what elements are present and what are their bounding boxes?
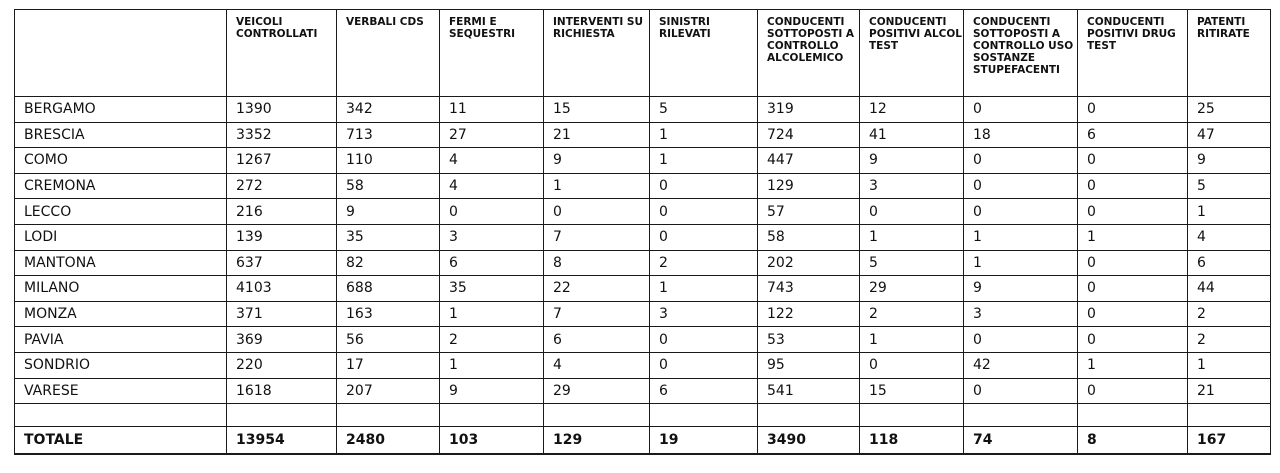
cell-province: MANTONA <box>15 250 227 276</box>
cell-verbali-cds: 110 <box>337 148 440 174</box>
cell-sinistri-rilevati: 1 <box>650 276 758 302</box>
table-row <box>15 327 1271 353</box>
cell-controllo-stupefacenti: 42 <box>964 352 1078 378</box>
cell-positivi-alcol: 41 <box>860 122 964 148</box>
cell-controllo-alcolemico: 202 <box>758 250 860 276</box>
cell-verbali-cds: 58 <box>337 173 440 199</box>
cell-verbali-cds: 207 <box>337 378 440 404</box>
cell-fermi-sequestri: 35 <box>440 276 544 302</box>
cell-verbali-cds: 82 <box>337 250 440 276</box>
blank-cell <box>544 404 650 427</box>
cell-fermi-sequestri: 11 <box>440 97 544 123</box>
blank-cell <box>650 404 758 427</box>
total-row <box>15 427 1271 455</box>
header-interventi-richiesta: INTERVENTI SU RICHIESTA <box>544 10 650 97</box>
cell-controllo-stupefacenti: 3 <box>964 301 1078 327</box>
cell-verbali-cds: 9 <box>337 199 440 225</box>
header-row <box>15 10 1271 97</box>
cell-controllo-alcolemico: 541 <box>758 378 860 404</box>
cell-sinistri-rilevati: 0 <box>650 327 758 353</box>
cell-positivi-alcol: 9 <box>860 148 964 174</box>
table-row <box>15 276 1271 302</box>
cell-patenti-ritirate: 2 <box>1188 301 1271 327</box>
cell-interventi-richiesta: 4 <box>544 352 650 378</box>
cell-veicoli-controllati: 371 <box>227 301 337 327</box>
cell-controllo-stupefacenti: 0 <box>964 327 1078 353</box>
cell-sinistri-rilevati: 1 <box>650 122 758 148</box>
cell-positivi-alcol: 0 <box>860 352 964 378</box>
cell-positivi-alcol: 1 <box>860 327 964 353</box>
total-fermi-sequestri: 103 <box>440 427 544 455</box>
blank-cell <box>227 404 337 427</box>
blank-cell <box>337 404 440 427</box>
cell-fermi-sequestri: 3 <box>440 224 544 250</box>
cell-veicoli-controllati: 1390 <box>227 97 337 123</box>
cell-patenti-ritirate: 1 <box>1188 199 1271 225</box>
cell-province: CREMONA <box>15 173 227 199</box>
total-sinistri-rilevati: 19 <box>650 427 758 455</box>
blank-cell <box>440 404 544 427</box>
cell-patenti-ritirate: 6 <box>1188 250 1271 276</box>
cell-fermi-sequestri: 0 <box>440 199 544 225</box>
header-controllo-alcolemico: CONDUCENTI SOTTOPOSTI A CONTROLLO ALCOLEMICO <box>758 10 860 97</box>
cell-interventi-richiesta: 22 <box>544 276 650 302</box>
blank-cell <box>15 404 227 427</box>
cell-positivi-drug: 0 <box>1078 173 1188 199</box>
cell-fermi-sequestri: 6 <box>440 250 544 276</box>
cell-sinistri-rilevati: 6 <box>650 378 758 404</box>
total-positivi-drug: 8 <box>1078 427 1188 455</box>
cell-controllo-alcolemico: 447 <box>758 148 860 174</box>
cell-controllo-alcolemico: 95 <box>758 352 860 378</box>
cell-positivi-drug: 1 <box>1078 224 1188 250</box>
cell-controllo-stupefacenti: 0 <box>964 148 1078 174</box>
cell-interventi-richiesta: 0 <box>544 199 650 225</box>
header-patenti-ritirate: PATENTI RITIRATE <box>1188 10 1271 97</box>
cell-sinistri-rilevati: 2 <box>650 250 758 276</box>
header-province <box>15 10 227 97</box>
cell-controllo-alcolemico: 122 <box>758 301 860 327</box>
blank-row <box>15 404 1271 427</box>
cell-positivi-drug: 0 <box>1078 327 1188 353</box>
cell-interventi-richiesta: 7 <box>544 224 650 250</box>
cell-positivi-alcol: 2 <box>860 301 964 327</box>
header-veicoli-controllati: VEICOLI CONTROLLATI <box>227 10 337 97</box>
cell-interventi-richiesta: 1 <box>544 173 650 199</box>
table-row <box>15 250 1271 276</box>
cell-patenti-ritirate: 21 <box>1188 378 1271 404</box>
cell-verbali-cds: 342 <box>337 97 440 123</box>
total-controllo-stupefacenti: 74 <box>964 427 1078 455</box>
cell-province: LECCO <box>15 199 227 225</box>
cell-sinistri-rilevati: 0 <box>650 352 758 378</box>
cell-sinistri-rilevati: 5 <box>650 97 758 123</box>
cell-province: BRESCIA <box>15 122 227 148</box>
cell-province: PAVIA <box>15 327 227 353</box>
cell-province: MONZA <box>15 301 227 327</box>
table-body <box>15 97 1271 455</box>
cell-controllo-alcolemico: 129 <box>758 173 860 199</box>
table-row <box>15 378 1271 404</box>
total-province: TOTALE <box>15 427 227 455</box>
cell-fermi-sequestri: 9 <box>440 378 544 404</box>
total-positivi-alcol: 118 <box>860 427 964 455</box>
cell-patenti-ritirate: 5 <box>1188 173 1271 199</box>
cell-positivi-drug: 1 <box>1078 352 1188 378</box>
cell-sinistri-rilevati: 0 <box>650 173 758 199</box>
cell-controllo-stupefacenti: 18 <box>964 122 1078 148</box>
cell-positivi-drug: 0 <box>1078 301 1188 327</box>
cell-verbali-cds: 688 <box>337 276 440 302</box>
cell-patenti-ritirate: 2 <box>1188 327 1271 353</box>
cell-positivi-alcol: 3 <box>860 173 964 199</box>
cell-controllo-stupefacenti: 0 <box>964 378 1078 404</box>
cell-province: VARESE <box>15 378 227 404</box>
blank-cell <box>964 404 1078 427</box>
cell-positivi-alcol: 1 <box>860 224 964 250</box>
table-row <box>15 352 1271 378</box>
cell-interventi-richiesta: 7 <box>544 301 650 327</box>
cell-fermi-sequestri: 4 <box>440 148 544 174</box>
blank-cell <box>860 404 964 427</box>
total-controllo-alcolemico: 3490 <box>758 427 860 455</box>
cell-fermi-sequestri: 1 <box>440 301 544 327</box>
table-wrapper <box>14 9 1271 455</box>
total-veicoli-controllati: 13954 <box>227 427 337 455</box>
cell-positivi-drug: 0 <box>1078 97 1188 123</box>
blank-cell <box>1078 404 1188 427</box>
blank-cell <box>758 404 860 427</box>
cell-fermi-sequestri: 4 <box>440 173 544 199</box>
cell-controllo-alcolemico: 743 <box>758 276 860 302</box>
total-patenti-ritirate: 167 <box>1188 427 1271 455</box>
cell-sinistri-rilevati: 0 <box>650 199 758 225</box>
cell-patenti-ritirate: 4 <box>1188 224 1271 250</box>
cell-positivi-drug: 0 <box>1078 378 1188 404</box>
cell-controllo-stupefacenti: 0 <box>964 97 1078 123</box>
table-row <box>15 173 1271 199</box>
cell-verbali-cds: 713 <box>337 122 440 148</box>
cell-controllo-stupefacenti: 1 <box>964 224 1078 250</box>
cell-interventi-richiesta: 15 <box>544 97 650 123</box>
cell-veicoli-controllati: 4103 <box>227 276 337 302</box>
blank-cell <box>1188 404 1271 427</box>
cell-controllo-stupefacenti: 1 <box>964 250 1078 276</box>
cell-veicoli-controllati: 1267 <box>227 148 337 174</box>
cell-controllo-alcolemico: 58 <box>758 224 860 250</box>
table-row <box>15 199 1271 225</box>
header-sinistri-rilevati: SINISTRI RILEVATI <box>650 10 758 97</box>
cell-controllo-stupefacenti: 0 <box>964 199 1078 225</box>
cell-sinistri-rilevati: 0 <box>650 224 758 250</box>
cell-sinistri-rilevati: 3 <box>650 301 758 327</box>
cell-controllo-alcolemico: 53 <box>758 327 860 353</box>
cell-fermi-sequestri: 1 <box>440 352 544 378</box>
table-row <box>15 224 1271 250</box>
cell-veicoli-controllati: 216 <box>227 199 337 225</box>
cell-fermi-sequestri: 2 <box>440 327 544 353</box>
cell-verbali-cds: 163 <box>337 301 440 327</box>
cell-veicoli-controllati: 139 <box>227 224 337 250</box>
table-row <box>15 301 1271 327</box>
cell-fermi-sequestri: 27 <box>440 122 544 148</box>
cell-interventi-richiesta: 9 <box>544 148 650 174</box>
cell-positivi-drug: 6 <box>1078 122 1188 148</box>
cell-interventi-richiesta: 6 <box>544 327 650 353</box>
cell-patenti-ritirate: 47 <box>1188 122 1271 148</box>
cell-sinistri-rilevati: 1 <box>650 148 758 174</box>
cell-positivi-drug: 0 <box>1078 250 1188 276</box>
cell-patenti-ritirate: 9 <box>1188 148 1271 174</box>
cell-province: LODI <box>15 224 227 250</box>
cell-veicoli-controllati: 220 <box>227 352 337 378</box>
cell-controllo-alcolemico: 724 <box>758 122 860 148</box>
cell-verbali-cds: 35 <box>337 224 440 250</box>
cell-positivi-drug: 0 <box>1078 276 1188 302</box>
header-verbali-cds: VERBALI CDS <box>337 10 440 97</box>
header-controllo-stupefacenti: CONDUCENTI SOTTOPOSTI A CONTROLLO USO SOSTANZE STUPEFACENTI <box>964 10 1078 97</box>
cell-positivi-alcol: 29 <box>860 276 964 302</box>
cell-patenti-ritirate: 25 <box>1188 97 1271 123</box>
header-fermi-sequestri: FERMI E SEQUESTRI <box>440 10 544 97</box>
cell-veicoli-controllati: 272 <box>227 173 337 199</box>
cell-controllo-stupefacenti: 0 <box>964 173 1078 199</box>
cell-interventi-richiesta: 8 <box>544 250 650 276</box>
traffic-control-table <box>14 9 1271 455</box>
cell-veicoli-controllati: 637 <box>227 250 337 276</box>
table-row <box>15 122 1271 148</box>
header-positivi-alcol: CONDUCENTI POSITIVI ALCOL TEST <box>860 10 964 97</box>
cell-controllo-alcolemico: 57 <box>758 199 860 225</box>
cell-veicoli-controllati: 369 <box>227 327 337 353</box>
cell-positivi-alcol: 15 <box>860 378 964 404</box>
cell-controllo-alcolemico: 319 <box>758 97 860 123</box>
cell-verbali-cds: 56 <box>337 327 440 353</box>
header-positivi-drug: CONDUCENTI POSITIVI DRUG TEST <box>1078 10 1188 97</box>
cell-patenti-ritirate: 44 <box>1188 276 1271 302</box>
cell-controllo-stupefacenti: 9 <box>964 276 1078 302</box>
cell-verbali-cds: 17 <box>337 352 440 378</box>
cell-positivi-drug: 0 <box>1078 199 1188 225</box>
cell-interventi-richiesta: 29 <box>544 378 650 404</box>
cell-province: MILANO <box>15 276 227 302</box>
cell-veicoli-controllati: 3352 <box>227 122 337 148</box>
cell-province: COMO <box>15 148 227 174</box>
total-verbali-cds: 2480 <box>337 427 440 455</box>
cell-province: BERGAMO <box>15 97 227 123</box>
cell-interventi-richiesta: 21 <box>544 122 650 148</box>
table-row <box>15 97 1271 123</box>
cell-veicoli-controllati: 1618 <box>227 378 337 404</box>
table-row <box>15 148 1271 174</box>
cell-positivi-alcol: 0 <box>860 199 964 225</box>
cell-positivi-drug: 0 <box>1078 148 1188 174</box>
cell-province: SONDRIO <box>15 352 227 378</box>
total-interventi-richiesta: 129 <box>544 427 650 455</box>
cell-patenti-ritirate: 1 <box>1188 352 1271 378</box>
cell-positivi-alcol: 5 <box>860 250 964 276</box>
cell-positivi-alcol: 12 <box>860 97 964 123</box>
